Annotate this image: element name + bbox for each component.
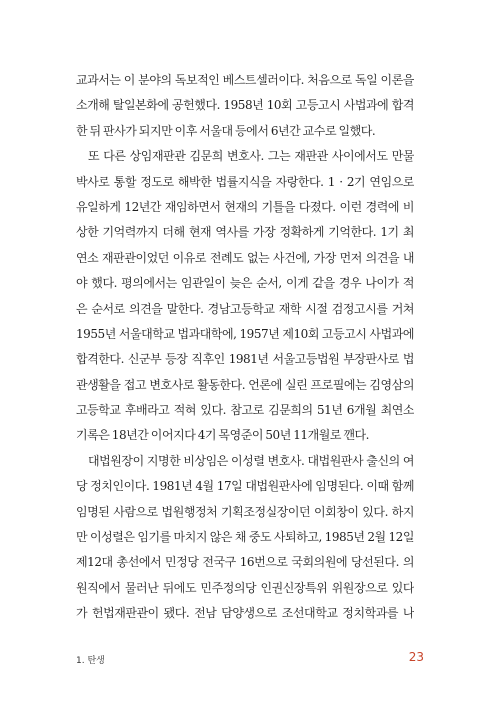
text-line: 또 다른 상임재판관 김문희 변호사. 그는 재판관 사이에서도 만물 (88, 149, 414, 164)
text-line: 유일하게 12년간 재임하면서 현재의 기틀을 다졌다. 이런 경력에 비 (76, 199, 414, 214)
text-line: 합격한다. 신군부 등장 직후인 1981년 서울고등법원 부장판사로 법 (76, 352, 414, 367)
text-line: 교과서는 이 분야의 독보적인 베스트셀러이다. 처음으로 독일 이론을 (76, 73, 414, 87)
text-line: 연소 재판관이었던 이유로 전례도 없는 사건에, 가장 먼저 의견을 내 (76, 250, 414, 265)
text-line: 관생활을 접고 변호사로 활동한다. 언론에 실린 프로필에는 김영삼의 (76, 377, 414, 392)
text-line: 야 했다. 평의에서는 임관일이 늦은 순서, 이게 같을 경우 나이가 적 (76, 276, 414, 291)
text-line: 상한 기억력까지 더해 현재 역사를 가장 정확하게 기억한다. 1기 최 (76, 225, 414, 240)
text-line: 제12대 총선에서 민정당 전국구 16번으로 국회의원에 당선된다. 의 (76, 555, 414, 570)
text-line: 한 뒤 판사가 되지만 이후 서울대 등에서 6년간 교수로 일했다. (76, 123, 376, 138)
page-number: 23 (408, 650, 424, 664)
body-text (76, 68, 414, 627)
running-footer-section: 1. 탄생 (76, 656, 105, 666)
text-line: 당 정치인이다. 1981년 4월 17일 대법원판사에 임명된다. 이때 함께 (76, 479, 414, 494)
text-line: 임명된 사람으로 법원행정처 기획조정실장이던 이회창이 있다. 하지 (76, 504, 414, 519)
text-line: 박사로 통할 정도로 해박한 법률지식을 자랑한다. 1 · 2기 연임으로 (76, 174, 414, 189)
text-line: 원직에서 물러난 뒤에도 민주정의당 인권신장특위 위원장으로 있다 (76, 580, 414, 595)
text-line: 만 이성렬은 임기를 마치지 않은 채 중도 사퇴하고, 1985년 2월 12일 (76, 530, 414, 545)
text-line: 소개해 탈일본화에 공헌했다. 1958년 10회 고등고시 사법과에 합격 (76, 98, 414, 113)
text-line: 대법원장이 지명한 비상임은 이성렬 변호사. 대법원판사 출신의 여 (88, 453, 414, 468)
text-line: 기록은 18년간 이어지다 4기 목영준이 50년 11개월로 깬다. (76, 428, 370, 443)
text-line: 1955년 서울대학교 법과대학에, 1957년 제10회 고등고시 사법과에 (76, 326, 414, 341)
text-line: 고등학교 후배라고 적혀 있다. 참고로 김문희의 51년 6개월 최연소 (76, 403, 414, 418)
text-line: 은 순서로 의견을 말한다. 경남고등학교 재학 시절 검정고시를 거쳐 (76, 301, 414, 316)
text-line: 가 헌법재판관이 됐다. 전남 담양생으로 조선대학교 정치학과를 나 (76, 606, 414, 621)
